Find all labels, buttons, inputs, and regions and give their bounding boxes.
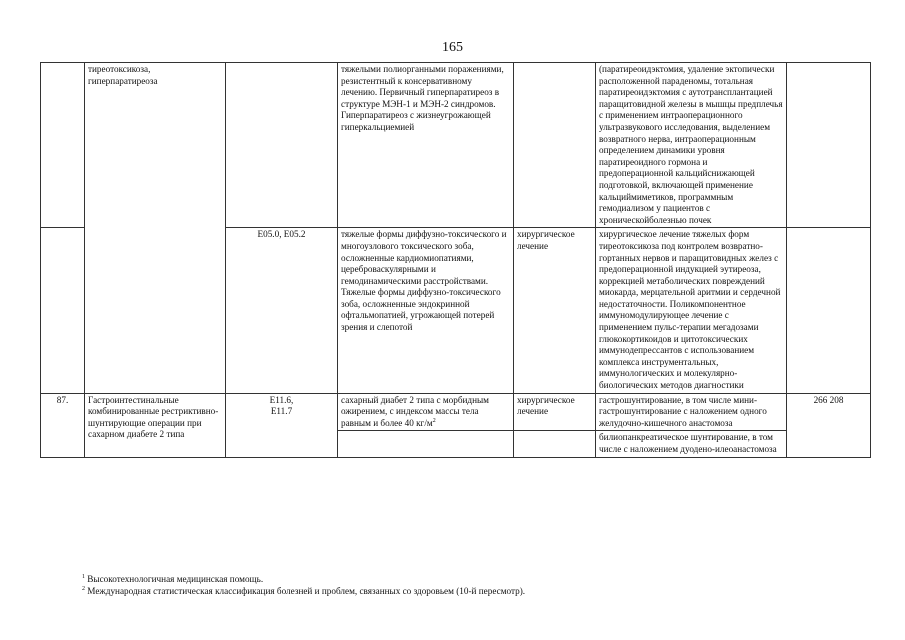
method-cell: хирургическое лечение тяжелых форм тиреотоксикоза под контролем возвратно-гортанных нервов и паращитовидных желез с предоперационной индукцией эутиреоза, коррекцией метаболических повреждений миокарда, мерцательной аритмии и сердечной недостаточности. Поликомпонентное иммуномодулирующее лечение с применением пульс-терапии мегадозами глюкокортикоидов и цитотоксических иммунодепрессантов с использованием комплекса инструментальных, иммунологических и молекулярно-биологических методов диагностики xyxy=(596,228,787,393)
code-cell xyxy=(226,63,338,228)
services-table xyxy=(40,62,871,458)
method-cell: билиопанкреатическое шунтирование, в том числе с наложением дуодено-илеоанастомоза xyxy=(596,431,787,457)
model-cell xyxy=(338,431,514,457)
model-cell xyxy=(338,393,514,431)
name-cell: тиреотоксикоза, гиперпаратиреоза xyxy=(85,63,226,394)
num-cell xyxy=(41,228,85,393)
method-cell: (паратиреоидэктомия, удаление эктопически расположенной параденомы, тотальная паратиреоидэктомия с аутотрансплантацией паращитовидной железы в мышцы предплечья с применением интраоперационного ультразвукового исследования, выделением возвратного нерва, интраоперационным определением динамики уровня паратиреоидного гормона и предоперационной кальцийснижающей подготовкой, включающей применение кальциймиметиков, программным гемодиализом у пациентов с хроническойболезнью почек xyxy=(596,63,787,228)
model-cell: тяжелыми полиорганными поражениями, резистентный к консервативному лечению. Первичный гиперпаратиреоз в структуре МЭН-1 и МЭН-2 синдромов. Гиперпаратиреоз с жизнеугрожающей гиперкальциемией xyxy=(338,63,514,228)
footnote-text: Высокотехнологичная медицинская помощь. xyxy=(87,574,264,584)
treatment-cell xyxy=(514,431,596,457)
treatment-cell xyxy=(514,63,596,228)
footnotes xyxy=(82,573,525,597)
code-line: E11.6, xyxy=(269,394,294,405)
treatment-cell: хирургическое лечение xyxy=(514,393,596,431)
table-row xyxy=(41,393,871,431)
superscript: 2 xyxy=(432,417,436,424)
footnote-text: Международная статистическая классификация болезней и проблем, связанных со здоровьем (10-й пересмотр). xyxy=(87,586,526,596)
cost-cell xyxy=(787,63,871,228)
footnote-mark: 1 xyxy=(82,573,85,580)
code-cell xyxy=(226,393,338,457)
num-cell: 87. xyxy=(41,393,85,457)
name-cell: Гастроинтестинальные комбинированные рестриктивно-шунтирующие операции при сахарном диабете 2 типа xyxy=(85,393,226,457)
page-number: 165 xyxy=(442,40,463,55)
num-cell xyxy=(41,63,85,228)
cost-cell: 266 208 xyxy=(787,393,871,457)
footnote xyxy=(82,573,525,585)
treatment-cell: хирургическое лечение xyxy=(514,228,596,393)
code-cell: E05.0, E05.2 xyxy=(226,228,338,393)
footnote-mark: 2 xyxy=(82,585,85,592)
footnote xyxy=(82,585,525,597)
table-row xyxy=(41,63,871,228)
model-text: сахарный диабет 2 типа с морбидным ожирением, с индексом массы тела равным и более 40 кг/м xyxy=(341,394,489,428)
model-cell: тяжелые формы диффузно-токсического и многоузлового токсического зоба, осложненные кардиомиопатиями, цереброваскулярными и гемодинамическими расстройствами. Тяжелые формы диффузно-токсического зоба, осложненные эндокринной офтальмопатией, угрожающей потерей зрения и слепотой xyxy=(338,228,514,393)
code-line: E11.7 xyxy=(270,406,293,417)
method-cell: гастрошунтирование, в том числе мини-гастрошунтирование с наложением одного желудочно-кишечного анастомоза xyxy=(596,393,787,431)
cost-cell xyxy=(787,228,871,393)
